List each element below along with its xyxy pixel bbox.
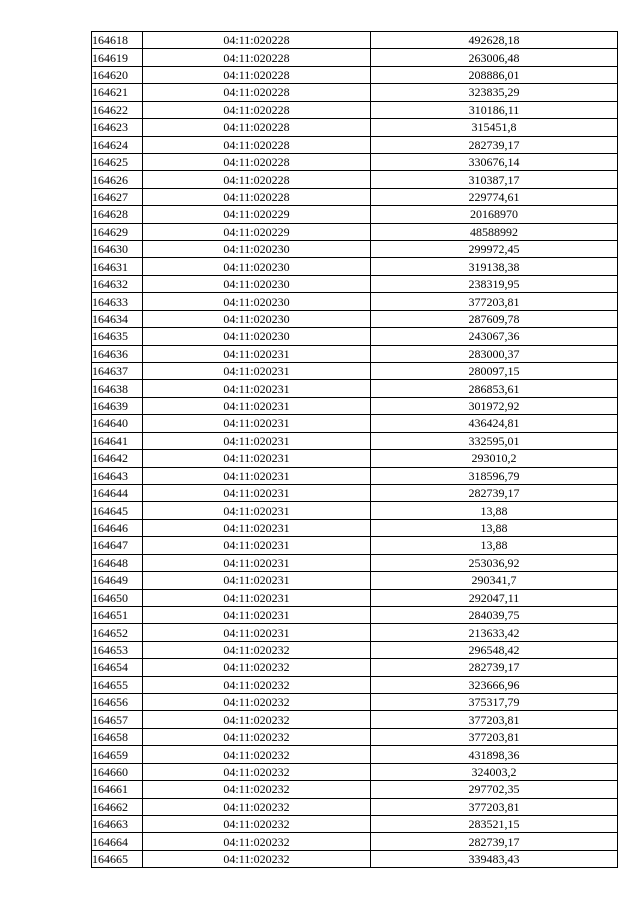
value-cell: 292047,11 bbox=[371, 589, 618, 606]
table-row bbox=[92, 537, 618, 554]
cadastral-number-cell: 04:11:020228 bbox=[143, 84, 371, 101]
table-row bbox=[92, 554, 618, 571]
table-row bbox=[92, 345, 618, 362]
row-id-cell: 164635 bbox=[92, 328, 143, 345]
cadastral-number-cell: 04:11:020232 bbox=[143, 676, 371, 693]
row-id-cell: 164641 bbox=[92, 432, 143, 449]
value-cell: 13,88 bbox=[371, 519, 618, 536]
table-row bbox=[92, 694, 618, 711]
value-cell: 208886,01 bbox=[371, 66, 618, 83]
value-cell: 20168970 bbox=[371, 206, 618, 223]
cadastral-number-cell: 04:11:020228 bbox=[143, 153, 371, 170]
row-id-cell: 164660 bbox=[92, 763, 143, 780]
row-id-cell: 164636 bbox=[92, 345, 143, 362]
cadastral-number-cell: 04:11:020228 bbox=[143, 119, 371, 136]
cadastral-number-cell: 04:11:020231 bbox=[143, 572, 371, 589]
cadastral-number-cell: 04:11:020232 bbox=[143, 659, 371, 676]
table-row bbox=[92, 310, 618, 327]
cadastral-number-cell: 04:11:020231 bbox=[143, 397, 371, 414]
cadastral-number-cell: 04:11:020229 bbox=[143, 206, 371, 223]
cadastral-number-cell: 04:11:020230 bbox=[143, 258, 371, 275]
value-cell: 339483,43 bbox=[371, 850, 618, 867]
row-id-cell: 164657 bbox=[92, 711, 143, 728]
row-id-cell: 164650 bbox=[92, 589, 143, 606]
table-body bbox=[92, 32, 618, 868]
value-cell: 283000,37 bbox=[371, 345, 618, 362]
value-cell: 229774,61 bbox=[371, 188, 618, 205]
row-id-cell: 164621 bbox=[92, 84, 143, 101]
row-id-cell: 164642 bbox=[92, 450, 143, 467]
row-id-cell: 164658 bbox=[92, 728, 143, 745]
table-row bbox=[92, 641, 618, 658]
value-cell: 290341,7 bbox=[371, 572, 618, 589]
row-id-cell: 164620 bbox=[92, 66, 143, 83]
row-id-cell: 164634 bbox=[92, 310, 143, 327]
value-cell: 263006,48 bbox=[371, 49, 618, 66]
value-cell: 310186,11 bbox=[371, 101, 618, 118]
row-id-cell: 164626 bbox=[92, 171, 143, 188]
table-row bbox=[92, 467, 618, 484]
cadastral-number-cell: 04:11:020231 bbox=[143, 467, 371, 484]
value-cell: 284039,75 bbox=[371, 606, 618, 623]
row-id-cell: 164656 bbox=[92, 694, 143, 711]
row-id-cell: 164618 bbox=[92, 32, 143, 49]
cadastral-number-cell: 04:11:020231 bbox=[143, 380, 371, 397]
table-row bbox=[92, 415, 618, 432]
value-cell: 253036,92 bbox=[371, 554, 618, 571]
table-row bbox=[92, 84, 618, 101]
value-cell: 377203,81 bbox=[371, 728, 618, 745]
value-cell: 323835,29 bbox=[371, 84, 618, 101]
cadastral-number-cell: 04:11:020228 bbox=[143, 171, 371, 188]
table-row bbox=[92, 484, 618, 501]
value-cell: 431898,36 bbox=[371, 746, 618, 763]
cadastral-number-cell: 04:11:020228 bbox=[143, 101, 371, 118]
row-id-cell: 164665 bbox=[92, 850, 143, 867]
value-cell: 238319,95 bbox=[371, 275, 618, 292]
row-id-cell: 164651 bbox=[92, 606, 143, 623]
cadastral-number-cell: 04:11:020230 bbox=[143, 293, 371, 310]
table-row bbox=[92, 363, 618, 380]
value-cell: 299972,45 bbox=[371, 241, 618, 258]
cadastral-number-cell: 04:11:020232 bbox=[143, 763, 371, 780]
row-id-cell: 164628 bbox=[92, 206, 143, 223]
row-id-cell: 164633 bbox=[92, 293, 143, 310]
value-cell: 282739,17 bbox=[371, 136, 618, 153]
table-row bbox=[92, 171, 618, 188]
table-row bbox=[92, 502, 618, 519]
cadastral-number-cell: 04:11:020230 bbox=[143, 310, 371, 327]
row-id-cell: 164649 bbox=[92, 572, 143, 589]
row-id-cell: 164632 bbox=[92, 275, 143, 292]
row-id-cell: 164638 bbox=[92, 380, 143, 397]
table-row bbox=[92, 519, 618, 536]
value-cell: 310387,17 bbox=[371, 171, 618, 188]
table-row bbox=[92, 101, 618, 118]
value-cell: 287609,78 bbox=[371, 310, 618, 327]
row-id-cell: 164627 bbox=[92, 188, 143, 205]
row-id-cell: 164664 bbox=[92, 833, 143, 850]
value-cell: 324003,2 bbox=[371, 763, 618, 780]
cadastral-number-cell: 04:11:020232 bbox=[143, 711, 371, 728]
table-row bbox=[92, 763, 618, 780]
row-id-cell: 164645 bbox=[92, 502, 143, 519]
value-cell: 282739,17 bbox=[371, 659, 618, 676]
table-row bbox=[92, 728, 618, 745]
row-id-cell: 164619 bbox=[92, 49, 143, 66]
row-id-cell: 164623 bbox=[92, 119, 143, 136]
table-row bbox=[92, 833, 618, 850]
value-cell: 286853,61 bbox=[371, 380, 618, 397]
table-row bbox=[92, 380, 618, 397]
value-cell: 293010,2 bbox=[371, 450, 618, 467]
cadastral-number-cell: 04:11:020231 bbox=[143, 450, 371, 467]
row-id-cell: 164663 bbox=[92, 815, 143, 832]
cadastral-number-cell: 04:11:020228 bbox=[143, 49, 371, 66]
value-cell: 330676,14 bbox=[371, 153, 618, 170]
table-row bbox=[92, 432, 618, 449]
cadastral-number-cell: 04:11:020232 bbox=[143, 850, 371, 867]
cadastral-number-cell: 04:11:020230 bbox=[143, 328, 371, 345]
table-row bbox=[92, 850, 618, 867]
value-cell: 297702,35 bbox=[371, 781, 618, 798]
value-cell: 48588992 bbox=[371, 223, 618, 240]
cadastral-number-cell: 04:11:020231 bbox=[143, 554, 371, 571]
cadastral-number-cell: 04:11:020231 bbox=[143, 484, 371, 501]
table-row bbox=[92, 781, 618, 798]
table-row bbox=[92, 188, 618, 205]
value-cell: 13,88 bbox=[371, 502, 618, 519]
value-cell: 301972,92 bbox=[371, 397, 618, 414]
table-row bbox=[92, 293, 618, 310]
cadastral-number-cell: 04:11:020230 bbox=[143, 275, 371, 292]
cadastral-number-cell: 04:11:020228 bbox=[143, 188, 371, 205]
row-id-cell: 164631 bbox=[92, 258, 143, 275]
table-row bbox=[92, 589, 618, 606]
table-row bbox=[92, 328, 618, 345]
table-row bbox=[92, 815, 618, 832]
table-row bbox=[92, 153, 618, 170]
value-cell: 315451,8 bbox=[371, 119, 618, 136]
table-row bbox=[92, 798, 618, 815]
table-row bbox=[92, 659, 618, 676]
value-cell: 319138,38 bbox=[371, 258, 618, 275]
row-id-cell: 164646 bbox=[92, 519, 143, 536]
row-id-cell: 164653 bbox=[92, 641, 143, 658]
cadastral-number-cell: 04:11:020232 bbox=[143, 746, 371, 763]
cadastral-number-cell: 04:11:020232 bbox=[143, 833, 371, 850]
table-row bbox=[92, 49, 618, 66]
value-cell: 323666,96 bbox=[371, 676, 618, 693]
cadastral-number-cell: 04:11:020231 bbox=[143, 537, 371, 554]
cadastral-number-cell: 04:11:020231 bbox=[143, 606, 371, 623]
row-id-cell: 164630 bbox=[92, 241, 143, 258]
value-cell: 375317,79 bbox=[371, 694, 618, 711]
value-cell: 282739,17 bbox=[371, 833, 618, 850]
table-row bbox=[92, 450, 618, 467]
row-id-cell: 164659 bbox=[92, 746, 143, 763]
value-cell: 318596,79 bbox=[371, 467, 618, 484]
cadastral-number-cell: 04:11:020231 bbox=[143, 624, 371, 641]
cadastral-number-cell: 04:11:020232 bbox=[143, 728, 371, 745]
value-cell: 13,88 bbox=[371, 537, 618, 554]
row-id-cell: 164654 bbox=[92, 659, 143, 676]
table-row bbox=[92, 711, 618, 728]
table-row bbox=[92, 746, 618, 763]
row-id-cell: 164662 bbox=[92, 798, 143, 815]
cadastral-number-cell: 04:11:020231 bbox=[143, 363, 371, 380]
row-id-cell: 164652 bbox=[92, 624, 143, 641]
cadastral-number-cell: 04:11:020232 bbox=[143, 641, 371, 658]
table-row bbox=[92, 676, 618, 693]
row-id-cell: 164640 bbox=[92, 415, 143, 432]
row-id-cell: 164644 bbox=[92, 484, 143, 501]
table-row bbox=[92, 275, 618, 292]
cadastral-number-cell: 04:11:020231 bbox=[143, 415, 371, 432]
table-row bbox=[92, 241, 618, 258]
table-row bbox=[92, 606, 618, 623]
cadastral-number-cell: 04:11:020229 bbox=[143, 223, 371, 240]
cadastral-number-cell: 04:11:020228 bbox=[143, 66, 371, 83]
value-cell: 377203,81 bbox=[371, 798, 618, 815]
cadastral-number-cell: 04:11:020230 bbox=[143, 241, 371, 258]
cadastral-number-cell: 04:11:020231 bbox=[143, 502, 371, 519]
cadastral-number-cell: 04:11:020232 bbox=[143, 781, 371, 798]
cadastral-number-cell: 04:11:020231 bbox=[143, 432, 371, 449]
value-cell: 243067,36 bbox=[371, 328, 618, 345]
cadastral-number-cell: 04:11:020232 bbox=[143, 798, 371, 815]
table-row bbox=[92, 397, 618, 414]
value-cell: 296548,42 bbox=[371, 641, 618, 658]
value-cell: 492628,18 bbox=[371, 32, 618, 49]
row-id-cell: 164639 bbox=[92, 397, 143, 414]
table-row bbox=[92, 572, 618, 589]
table-row bbox=[92, 136, 618, 153]
value-cell: 436424,81 bbox=[371, 415, 618, 432]
row-id-cell: 164637 bbox=[92, 363, 143, 380]
row-id-cell: 164629 bbox=[92, 223, 143, 240]
row-id-cell: 164648 bbox=[92, 554, 143, 571]
cadastral-number-cell: 04:11:020231 bbox=[143, 589, 371, 606]
cadastral-number-cell: 04:11:020228 bbox=[143, 136, 371, 153]
row-id-cell: 164661 bbox=[92, 781, 143, 798]
row-id-cell: 164622 bbox=[92, 101, 143, 118]
cadastral-number-cell: 04:11:020232 bbox=[143, 815, 371, 832]
cadastral-number-cell: 04:11:020231 bbox=[143, 345, 371, 362]
row-id-cell: 164624 bbox=[92, 136, 143, 153]
value-cell: 377203,81 bbox=[371, 293, 618, 310]
cadastral-value-table bbox=[91, 31, 618, 868]
value-cell: 283521,15 bbox=[371, 815, 618, 832]
value-cell: 377203,81 bbox=[371, 711, 618, 728]
value-cell: 213633,42 bbox=[371, 624, 618, 641]
cadastral-number-cell: 04:11:020231 bbox=[143, 519, 371, 536]
value-cell: 280097,15 bbox=[371, 363, 618, 380]
value-cell: 332595,01 bbox=[371, 432, 618, 449]
value-cell: 282739,17 bbox=[371, 484, 618, 501]
row-id-cell: 164625 bbox=[92, 153, 143, 170]
row-id-cell: 164647 bbox=[92, 537, 143, 554]
table-row bbox=[92, 206, 618, 223]
table-row bbox=[92, 119, 618, 136]
table-row bbox=[92, 223, 618, 240]
row-id-cell: 164655 bbox=[92, 676, 143, 693]
row-id-cell: 164643 bbox=[92, 467, 143, 484]
table-row bbox=[92, 66, 618, 83]
table-row bbox=[92, 624, 618, 641]
table-row bbox=[92, 32, 618, 49]
cadastral-number-cell: 04:11:020232 bbox=[143, 694, 371, 711]
table-row bbox=[92, 258, 618, 275]
cadastral-number-cell: 04:11:020228 bbox=[143, 32, 371, 49]
